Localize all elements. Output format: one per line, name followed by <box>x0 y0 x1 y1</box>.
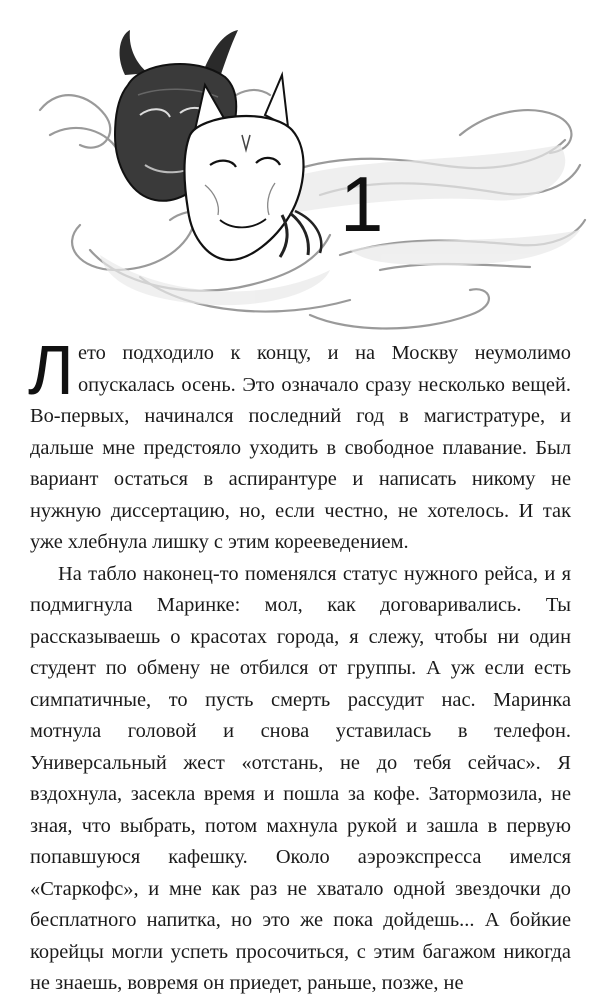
paragraph-1 <box>28 331 571 559</box>
kitsune-mask <box>185 75 322 260</box>
paragraph-2: На табло наконец-то поменялся статус нужного рейса, и я подмигнула Маринке: мол, как договаривались. Ты рассказываешь о красотах города, я слежу, чтобы ни один студент по обмену не отбился от группы. А уж если есть симпатичные, то пусть смерть рассудит нас. Маринка мотнула головой и снова уставилась в телефон. Универсальный жест «отстань, не до тебя сейчас». Я вздохнула, засекла время и пошла за кофе. Затормозила, не зная, что выбрать, потом махнула рукой и зашла в первую попавшуюся кафешку. Около аэроэкспресса имелся «Старкофс», и мне как раз не хватало одной звездочки до бесплатного напитка, но это же пока дойдешь... А бойкие корейцы могли успеть просочиться, с этим багажом никогда не знаешь, вовремя он приедет, раньше, позже, не <box>30 562 571 994</box>
chapter-number: 1 <box>340 160 384 248</box>
masks-in-smoke-illustration <box>20 15 590 335</box>
illustration-svg <box>20 15 590 335</box>
paragraph-1-text: ето подходило к концу, и на Москву неумолимо опускалась осень. Это означало сразу несколько вещей. Во-первых, начинался последний год в магистратуре, и дальше мне предстояло уходить в свободное плавание. Был вариант остаться в аспирантуре и написать никому не нужную диссертацию, но, если честно, не хотелось. И так уже хлебнула лишку с этим корееведением. <box>30 342 571 553</box>
drop-cap: Л <box>28 331 74 409</box>
chapter-body-text <box>28 331 571 1000</box>
